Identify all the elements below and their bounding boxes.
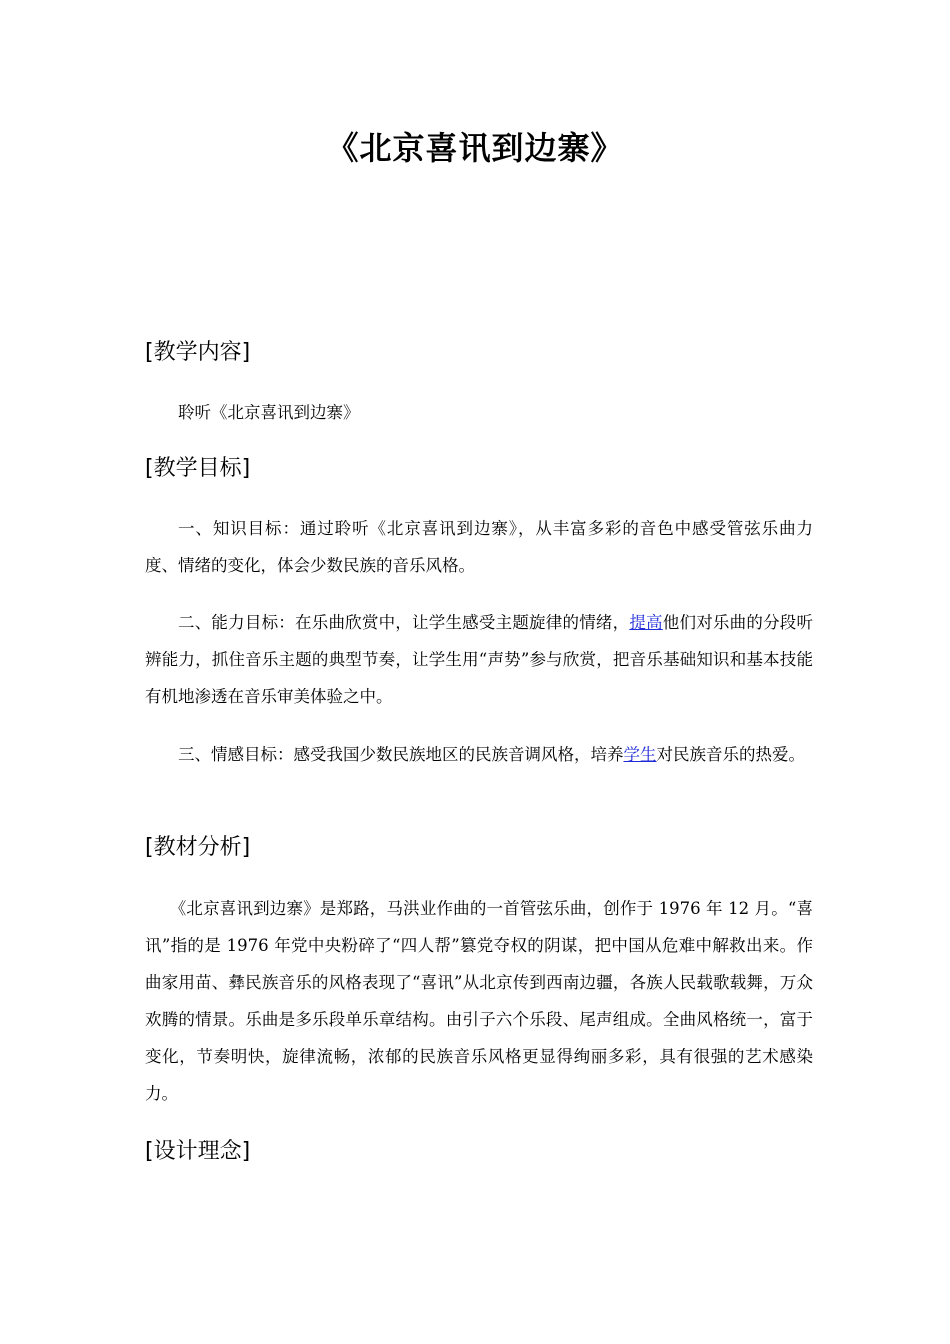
material-analysis-paragraph: 《北京喜讯到边寨》是郑路，马洪业作曲的一首管弦乐曲，创作于 1976 年 12 月。“喜讯”指的是 1976 年党中央粉碎了“四人帮”篡党夺权的阴谋，把中国从危难中解救出来。作曲家用苗、彝民族音乐的风格表现了“喜讯”从北京传到西南边疆，各族人民载歌载舞，万众欢腾的情景。乐曲是多乐段单乐章结构。由引子六个乐段、尾声组成。全曲风格统一，富于变化，节奏明快，旋律流畅，浓郁的民族音乐风格更显得绚丽多彩，具有很强的艺术感染力。 <box>145 899 813 1103</box>
goal-ability-text-end: 他们对乐曲的分段听辨能力，抓住音乐主题的典型节奏，让学生用“声势”参与欣赏，把音乐基础知识和基本技能有机地渗透在音乐审美体验之中。 <box>145 613 814 706</box>
goal-emotion-text-start: 三、情感目标：感受我国少数民族地区的民族音调风格，培养 <box>178 745 624 764</box>
heading-design-concept: [设计理念] <box>145 1139 251 1164</box>
goal-ability-text-start: 二、能力目标：在乐曲欣赏中，让学生感受主题旋律的情绪， <box>178 613 630 632</box>
goal-ability-paragraph <box>145 604 813 715</box>
heading-teaching-content: [教学内容] <box>145 340 251 365</box>
document-title: 《北京喜讯到边寨》 <box>326 129 624 167</box>
goal-emotion-text-end: 对民族音乐的热爱。 <box>656 745 805 764</box>
teaching-content-text: 聆听《北京喜讯到边寨》 <box>178 403 360 422</box>
link-students[interactable]: 学生 <box>623 745 657 764</box>
goal-emotion-paragraph <box>145 736 813 773</box>
heading-material-analysis: [教材分析] <box>145 835 251 860</box>
goal-knowledge-paragraph: 一、知识目标：通过聆听《北京喜讯到边寨》，从丰富多彩的音色中感受管弦乐曲力度、情绪的变化，体会少数民族的音乐风格。 <box>145 519 813 575</box>
heading-teaching-goals: [教学目标] <box>145 456 251 481</box>
link-improve[interactable]: 提高 <box>629 613 663 632</box>
